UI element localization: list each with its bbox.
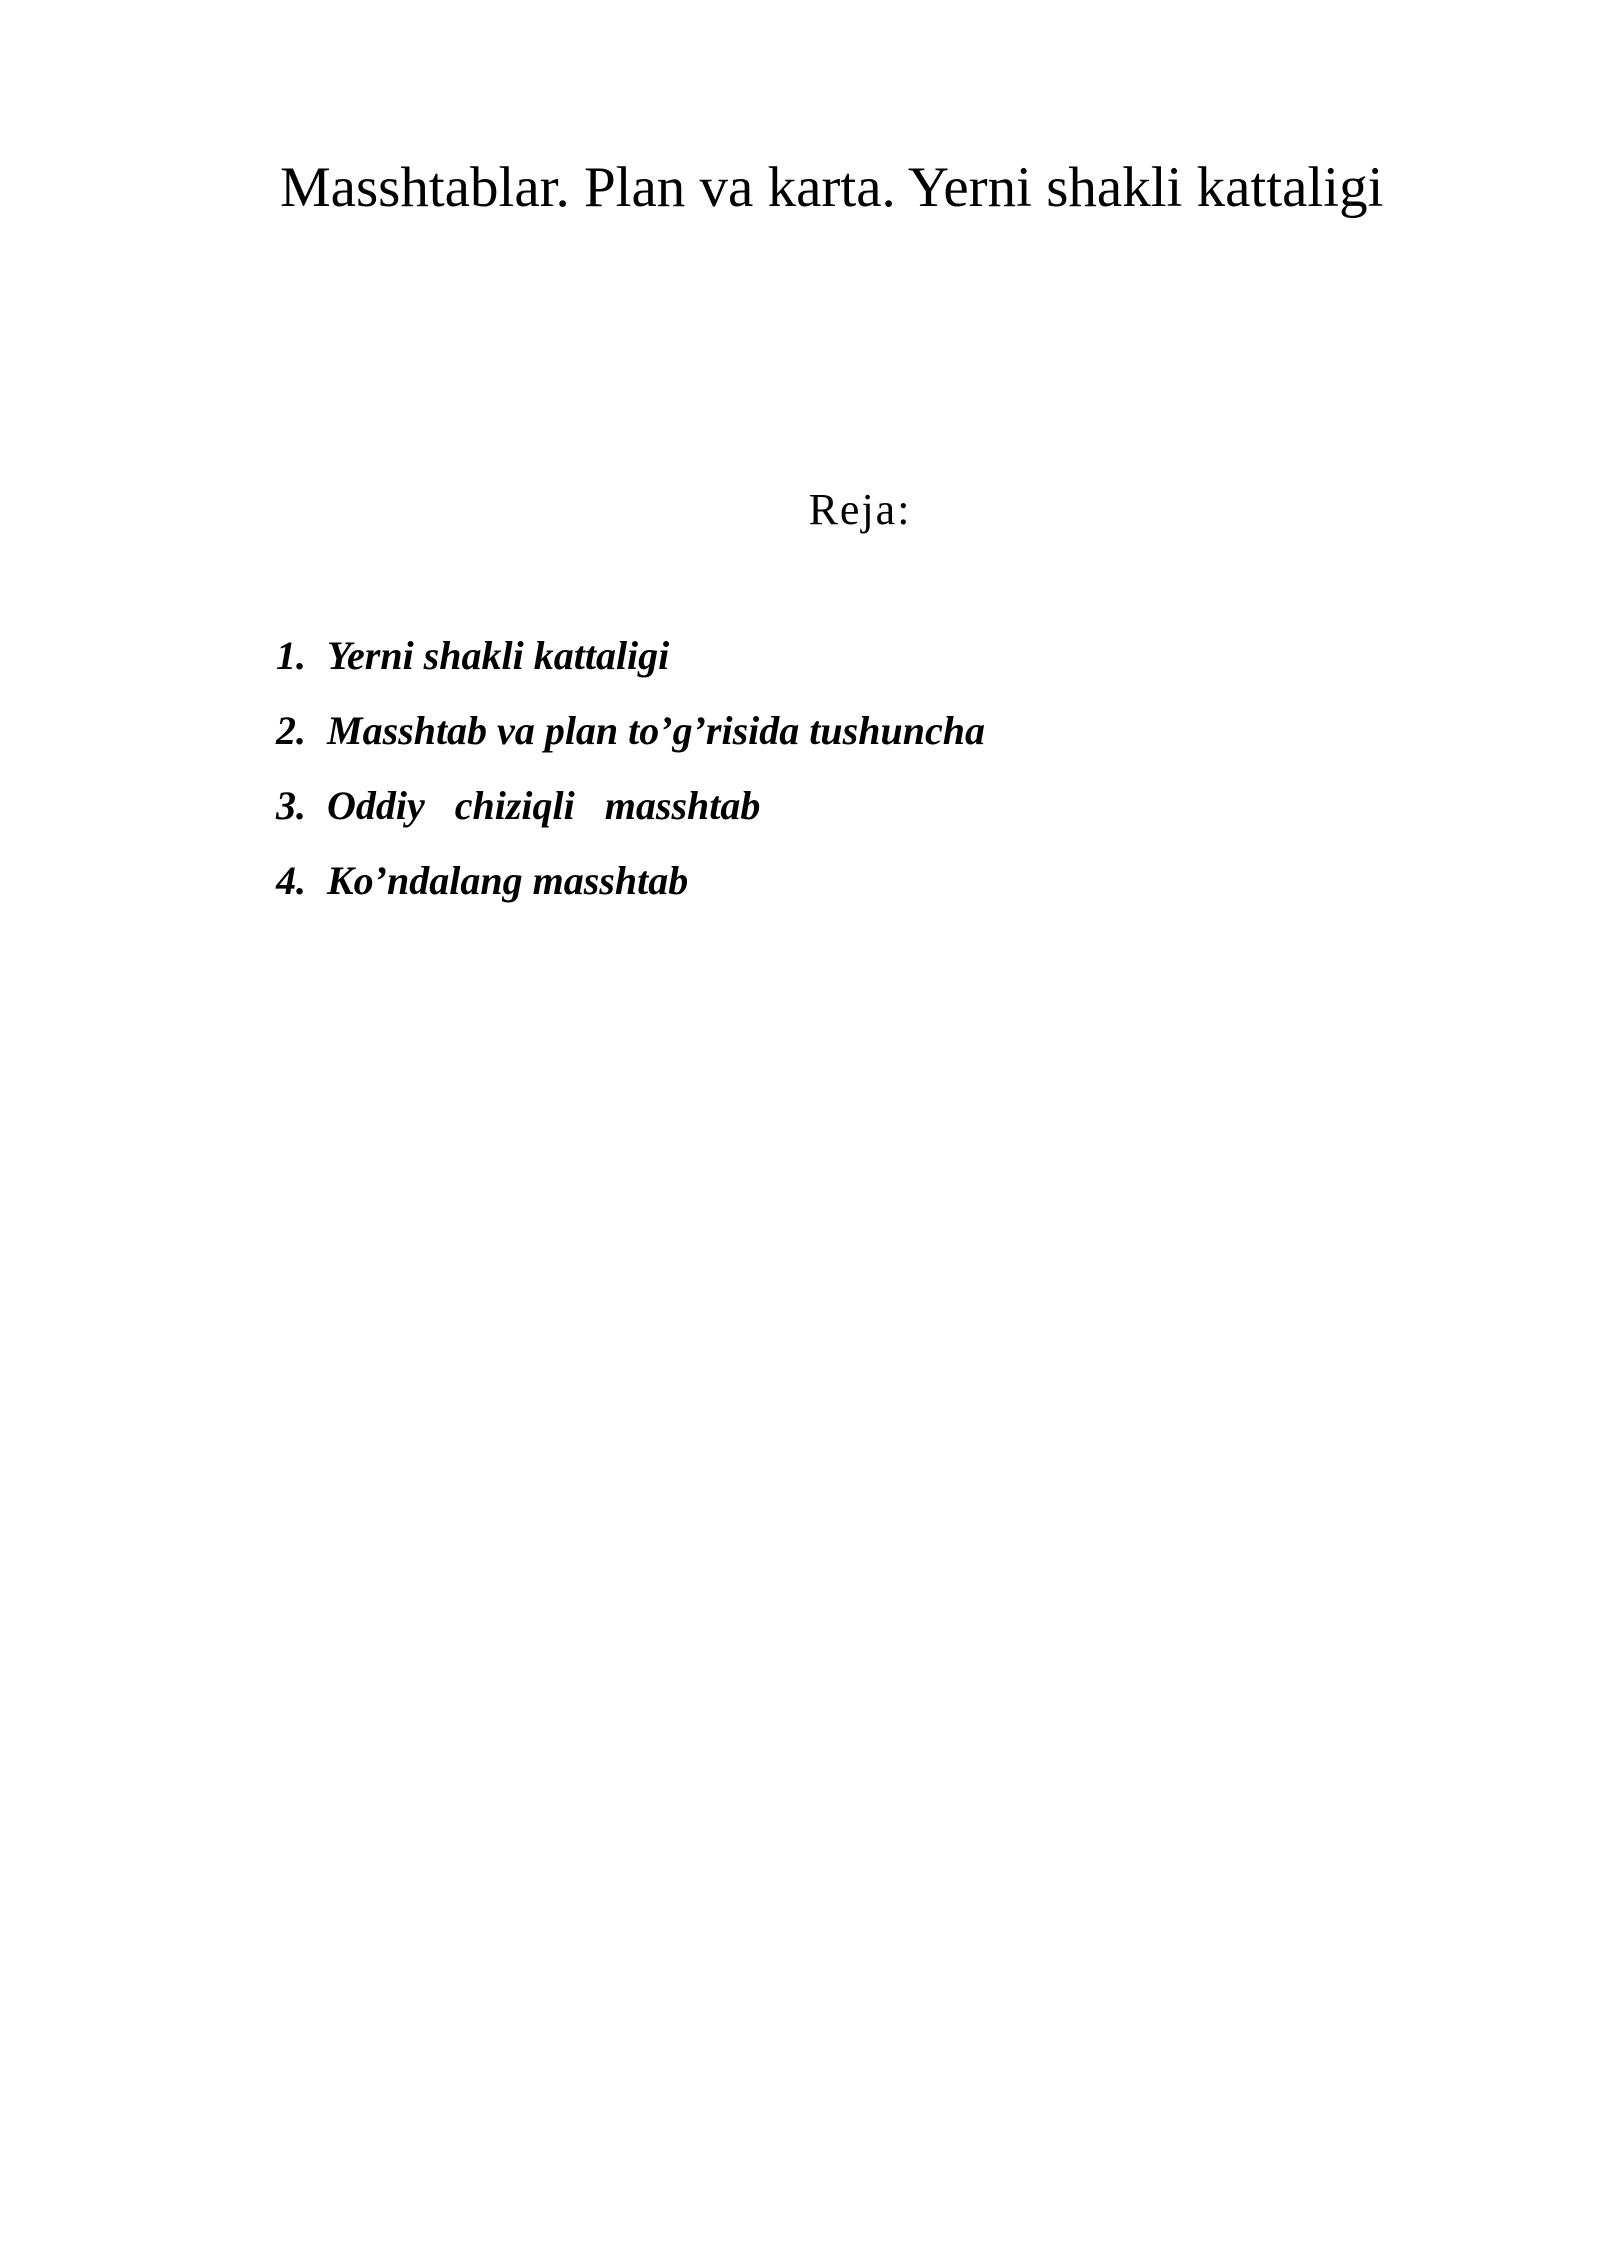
plan-item-number: 2. — [276, 708, 306, 753]
plan-item-text: Ko’ndalang masshtab — [327, 858, 689, 903]
plan-item-text: Oddiy chiziqli masshtab — [327, 783, 761, 828]
plan-item-text: Yerni shakli kattaligi — [327, 633, 670, 678]
document-title: Masshtablar. Plan va karta. Yerni shakli kattaligi — [280, 156, 1384, 219]
plan-item — [276, 626, 985, 701]
plan-item-number: 1. — [276, 633, 306, 678]
plan-item-number: 3. — [276, 783, 306, 828]
plan-list — [276, 626, 985, 926]
plan-item-number: 4. — [276, 858, 306, 903]
plan-item — [276, 851, 985, 926]
plan-item-text: Masshtab va plan to’g’risida tushuncha — [327, 708, 985, 753]
plan-heading: Reja: — [808, 485, 912, 534]
plan-item — [276, 701, 985, 776]
plan-item — [276, 776, 985, 851]
